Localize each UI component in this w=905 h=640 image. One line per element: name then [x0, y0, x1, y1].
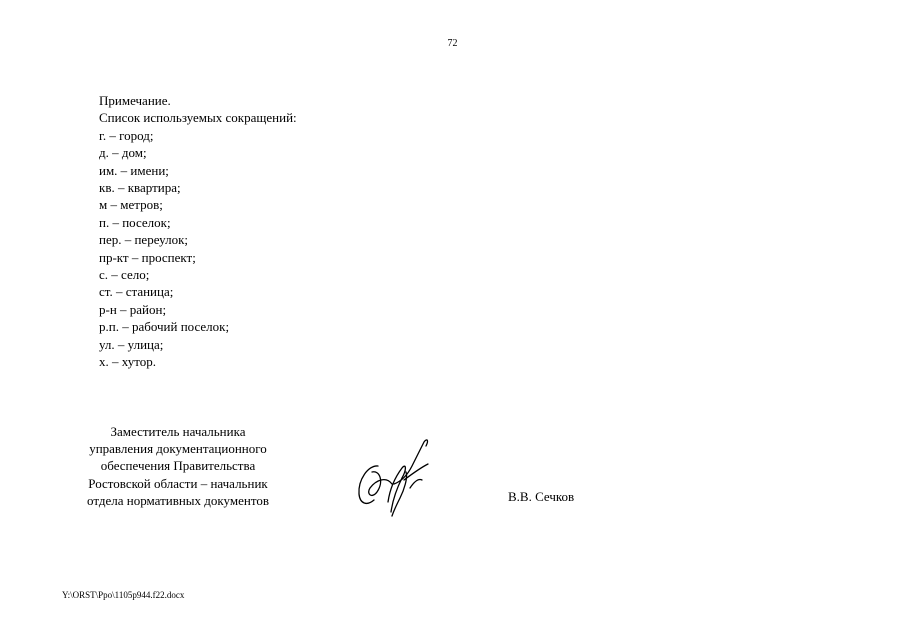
signatory-position-line: Заместитель начальника — [110, 424, 246, 439]
signatory-position-line: отдела нормативных документов — [87, 492, 269, 508]
abbreviation-item: ул. – улица; — [99, 336, 164, 352]
file-path: Y:\ORST\Ppo\1105p944.f22.docx — [62, 590, 185, 600]
note-block — [99, 92, 297, 371]
signatory-position-line: Ростовской области – начальник — [88, 475, 268, 491]
signatory-position-line: управления документационного — [89, 441, 267, 457]
abbreviation-item: ст. – станица; — [99, 284, 174, 300]
abbreviation-item: м – метров; — [99, 197, 163, 213]
signer-name: В.В. Сечков — [508, 489, 575, 504]
abbreviation-item: пер. – переулок; — [99, 232, 188, 248]
note-heading: Примечание. — [99, 93, 171, 108]
signatory-position — [40, 423, 316, 509]
abbreviation-item: п. – поселок; — [99, 214, 171, 230]
abbreviation-item: кв. – квартира; — [99, 180, 181, 196]
abbreviation-item: д. – дом; — [99, 145, 147, 161]
abbreviation-list-title: Список используемых сокращений: — [99, 110, 297, 126]
abbreviation-item: р.п. – рабочий поселок; — [99, 319, 230, 335]
abbreviation-item: пр-кт – проспект; — [99, 249, 196, 265]
page-number: 72 — [447, 38, 458, 49]
signatory-position-line: обеспечения Правительства — [100, 458, 256, 474]
abbreviation-item: с. – село; — [99, 267, 150, 283]
abbreviation-item: им. – имени; — [99, 162, 169, 178]
abbreviation-item: г. – город; — [99, 127, 154, 143]
abbreviation-item: р-н – район; — [99, 301, 167, 317]
abbreviation-item: х. – хутор. — [99, 354, 157, 370]
handwritten-signature — [350, 432, 440, 522]
